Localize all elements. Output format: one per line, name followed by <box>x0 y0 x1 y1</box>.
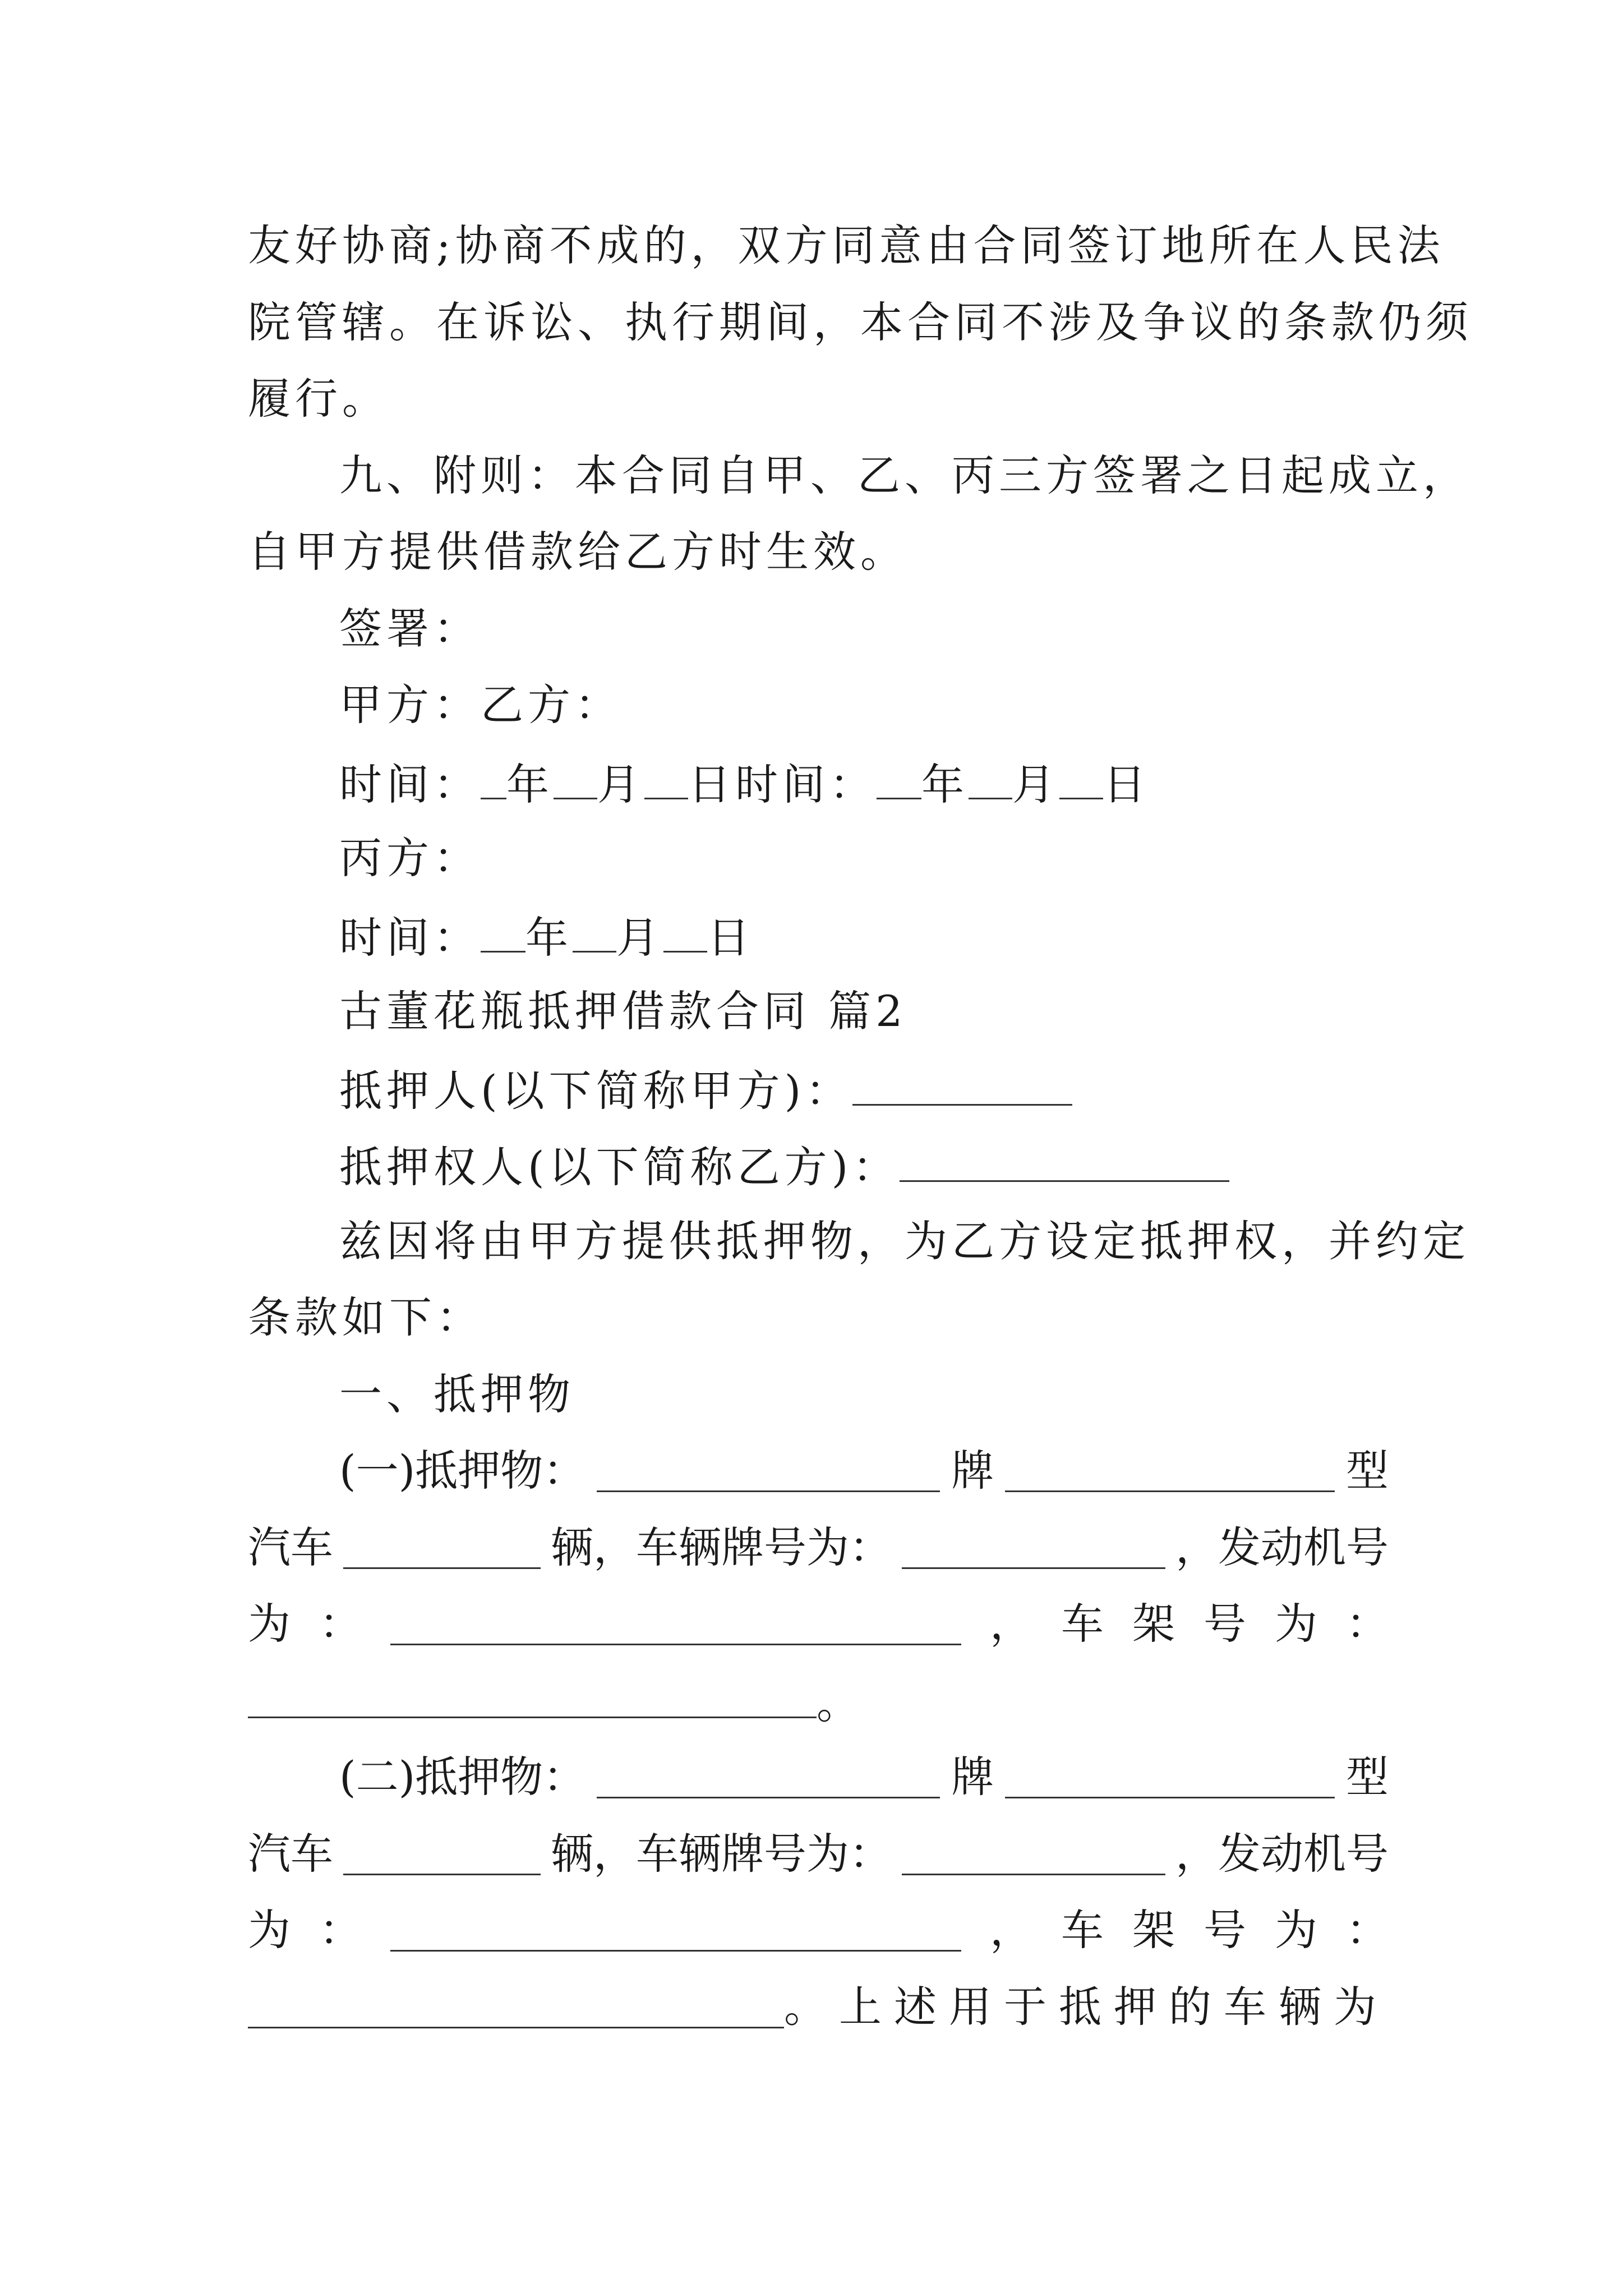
label: 号 <box>1204 1599 1246 1649</box>
label: 为 <box>1275 1599 1317 1649</box>
label: 月 <box>616 913 663 963</box>
mortgagee-line <box>339 1142 1229 1192</box>
label: 车 <box>1061 1599 1104 1649</box>
label: 年 <box>506 760 554 809</box>
label: 日时间： <box>688 760 877 809</box>
label: ： <box>319 1905 362 1955</box>
blank-field <box>1005 1760 1335 1798</box>
blank-field <box>554 761 597 799</box>
blank-field <box>390 1913 961 1952</box>
blank-field <box>877 761 921 799</box>
blank-field <box>390 1607 961 1645</box>
date-line <box>339 760 1150 809</box>
label: ，发动机号 <box>1175 1829 1389 1879</box>
label: (一)抵押物： <box>339 1446 586 1496</box>
blank-field <box>597 1453 940 1492</box>
blank-field <box>343 1530 541 1569</box>
subsection-heading: 一、抵押物 <box>339 1369 575 1419</box>
label: 。上述用于抵押的车辆为 <box>784 1982 1389 2032</box>
text-line: 九、附则：本合同自甲、乙、丙三方签署之日起成立， <box>339 450 1470 500</box>
label: 型 <box>1346 1446 1389 1496</box>
label: ， <box>990 1905 1032 1955</box>
text-line: 院管辖。在诉讼、执行期间，本合同不涉及争议的条款仍须 <box>248 297 1473 347</box>
date-line <box>339 913 754 963</box>
label: 架 <box>1132 1905 1175 1955</box>
item-line <box>248 1829 1389 1879</box>
label: ： <box>319 1599 362 1649</box>
blank-field <box>597 1760 940 1798</box>
label: 。 <box>817 1678 864 1728</box>
item-line <box>248 1522 1389 1572</box>
text-line: 履行。 <box>248 374 389 424</box>
label: 抵押权人(以下简称乙方)： <box>339 1142 900 1192</box>
label: 牌 <box>951 1752 994 1802</box>
label: 汽车 <box>248 1829 333 1879</box>
blank-field <box>248 1680 817 1718</box>
party-line: 甲方：乙方： <box>339 680 622 730</box>
blank-field <box>663 914 707 953</box>
label: 辆，车辆牌号为： <box>551 1829 892 1879</box>
blank-field <box>900 1143 1229 1182</box>
text-line: 兹因将由甲方提供抵押物，为乙方设定抵押权，并约定 <box>339 1216 1470 1266</box>
label: ： <box>1346 1905 1389 1955</box>
label: ： <box>1346 1599 1389 1649</box>
blank-field <box>644 761 688 799</box>
blank-field <box>1005 1453 1335 1492</box>
label: 年 <box>525 913 573 963</box>
label: 月 <box>597 760 644 809</box>
label: 抵押人(以下简称甲方)： <box>339 1066 853 1116</box>
label: 月 <box>1012 760 1059 809</box>
text-line: 自甲方提供借款给乙方时生效。 <box>248 527 907 577</box>
text-line: 条款如下： <box>248 1292 483 1342</box>
label: 为 <box>1275 1905 1317 1955</box>
blank-field <box>481 761 506 799</box>
blank-field <box>902 1837 1165 1875</box>
item-line <box>339 1446 1389 1496</box>
blank-field <box>343 1837 541 1875</box>
blank-field <box>969 761 1012 799</box>
label: 架 <box>1132 1599 1175 1649</box>
item-line <box>339 1752 1389 1802</box>
label: 辆，车辆牌号为： <box>551 1522 892 1572</box>
item-line <box>248 1905 1389 1955</box>
blank-field <box>852 1067 1072 1106</box>
label: ， <box>990 1599 1032 1649</box>
label: 型 <box>1346 1752 1389 1802</box>
text-line: 友好协商;协商不成的，双方同意由合同签订地所在人民法 <box>248 220 1445 270</box>
label: 日 <box>1103 760 1150 809</box>
label: 车 <box>1061 1905 1104 1955</box>
label: ，发动机号 <box>1175 1522 1389 1572</box>
label: 日 <box>707 913 754 963</box>
label: (二)抵押物： <box>339 1752 586 1802</box>
label: 汽车 <box>248 1522 333 1572</box>
mortgagor-line <box>339 1066 1072 1116</box>
item-line <box>248 1678 864 1728</box>
label: 牌 <box>951 1446 994 1496</box>
blank-field <box>1059 761 1103 799</box>
label: 为 <box>248 1599 291 1649</box>
item-line <box>248 1599 1389 1649</box>
label: 年 <box>921 760 969 809</box>
blank-field <box>573 914 616 953</box>
label: 为 <box>248 1905 291 1955</box>
blank-field <box>481 914 525 953</box>
blank-field <box>248 1990 784 2028</box>
section-title: 古董花瓶抵押借款合同 篇2 <box>339 986 907 1036</box>
label: 时间： <box>339 913 481 963</box>
item-line <box>248 1982 1389 2032</box>
label: 号 <box>1204 1905 1246 1955</box>
blank-field <box>902 1530 1165 1569</box>
label: 时间： <box>339 760 481 809</box>
party-line: 丙方： <box>339 833 481 883</box>
signature-heading: 签署： <box>339 604 481 654</box>
